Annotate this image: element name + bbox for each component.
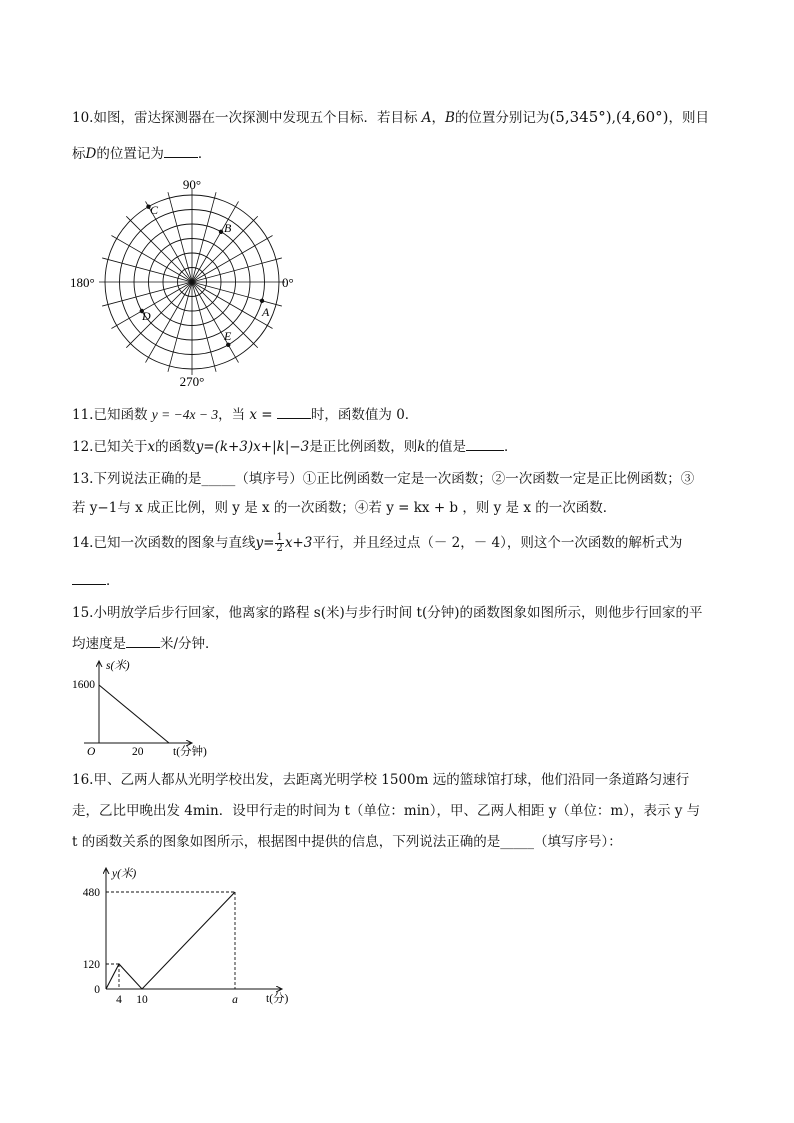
answer-blank[interactable] bbox=[277, 406, 311, 419]
radar-grid bbox=[99, 189, 285, 375]
radar-spoke bbox=[192, 192, 216, 282]
graph16-y-tick: 480 bbox=[82, 887, 100, 899]
q12-function: y=(k+3)x+|k|−3 bbox=[195, 439, 310, 455]
radar-label-90: 90° bbox=[182, 177, 202, 192]
radar-spoke bbox=[192, 258, 282, 282]
q13-line2: 若 y−1与 x 成正比例，则 y 是 x 的一次函数；④若 y = kx + b ，则 y 是 x 的一次函数． bbox=[72, 500, 617, 516]
q12-mid1: 的函数 bbox=[155, 439, 196, 455]
q11-function: y = −4x − 3 bbox=[151, 407, 219, 422]
radar-figure bbox=[60, 172, 310, 392]
radar-point-label-c: C bbox=[150, 203, 159, 217]
graph15-origin: O bbox=[87, 746, 96, 758]
graph15-y-tick: 1600 bbox=[72, 679, 95, 691]
q10-line1: 10.如图，雷达探测器在一次探测中发现五个目标．若目标 A，B的位置分别记为(5,345°),(4,60°)，则目 bbox=[72, 108, 709, 126]
graph15-series-line bbox=[99, 685, 169, 743]
q12-suffix: 的值是 bbox=[425, 439, 466, 455]
radar-label-180: 180° bbox=[70, 275, 95, 290]
graph16-x-tick: a bbox=[232, 994, 238, 1006]
q10-sep: ， bbox=[431, 110, 446, 126]
q11-prefix: 11.已知函数 bbox=[72, 407, 148, 423]
radar-spoke bbox=[168, 192, 192, 282]
radar-point-label-e: E bbox=[224, 329, 232, 343]
q12-end: ． bbox=[503, 439, 518, 455]
q14-frac-den: 2 bbox=[276, 543, 283, 554]
radar-spoke bbox=[102, 258, 192, 282]
q14-fraction bbox=[275, 533, 283, 554]
q10-line2-text: 的位置记为 bbox=[96, 146, 164, 162]
radar-point-e bbox=[226, 343, 230, 347]
graph-q16 bbox=[70, 860, 300, 1010]
q11-x-eq: x = bbox=[249, 407, 273, 423]
answer-blank[interactable] bbox=[164, 145, 198, 158]
graph15-y-axis-label: s(米) bbox=[106, 660, 130, 672]
graph16-y-tick: 120 bbox=[82, 959, 100, 971]
radar-spoke bbox=[126, 216, 192, 282]
q10-coords-b: (4,60°) bbox=[615, 108, 669, 126]
q15-prefix: 均速度是 bbox=[72, 636, 126, 652]
graph15-x-axis-label: t(分钟) bbox=[173, 746, 207, 758]
q10-text: 10.如图，雷达探测器在一次探测中发现五个目标．若目标 bbox=[72, 110, 418, 126]
q10-coords-a: (5,345°) bbox=[549, 108, 612, 126]
graph16-series-line bbox=[106, 892, 235, 989]
q14-y-eq: y= bbox=[255, 535, 275, 551]
q14-line1 bbox=[72, 533, 682, 554]
q11-mid: ，当 bbox=[218, 407, 246, 423]
radar-label-0: 0° bbox=[282, 275, 294, 290]
q12-k: k bbox=[417, 439, 426, 455]
q10-target-a: A bbox=[421, 110, 432, 126]
q15-line1: 15.小明放学后步行回家，他离家的路程 s(米)与步行时间 t(分钟)的函数图象如图所示，则他步行回家的平 bbox=[72, 605, 703, 621]
answer-blank[interactable] bbox=[126, 635, 160, 648]
radar-point-a bbox=[260, 299, 264, 303]
radar-spoke bbox=[168, 282, 192, 372]
q10-text-suffix: ，则目 bbox=[668, 110, 709, 126]
radar-label-270: 270° bbox=[179, 374, 205, 389]
radar-point-label-a: A bbox=[262, 305, 270, 319]
graph16-y-axis-label: y(米) bbox=[112, 868, 137, 880]
answer-blank[interactable] bbox=[72, 572, 106, 585]
q12-line bbox=[72, 438, 517, 456]
q14-end: ． bbox=[106, 573, 120, 589]
q12-prefix: 12.已知关于 bbox=[72, 439, 148, 455]
q14-prefix: 14.已知一次函数的图象与直线 bbox=[72, 535, 256, 551]
q14-suffix: 平行，并且经过点（－ 2，－ 4），则这个一次函数的解析式为 bbox=[312, 535, 683, 551]
radar-spoke bbox=[102, 282, 192, 306]
q14-frac-num: 1 bbox=[276, 532, 283, 543]
q16-line1: 16.甲、乙两人都从光明学校出发，去距离光明学校 1500m 远的篮球馆打球，他们沿同一条道路匀速行 bbox=[72, 772, 690, 788]
q15-line2 bbox=[72, 635, 219, 653]
q15-suffix: 米/分钟． bbox=[160, 636, 219, 652]
q10-line2-prefix: 标 bbox=[72, 146, 86, 162]
radar-point-label-d: D bbox=[142, 309, 151, 323]
graph16-x-tick: 4 bbox=[116, 994, 122, 1006]
radar-spoke bbox=[126, 282, 192, 348]
graph-q15 bbox=[70, 655, 250, 760]
answer-blank[interactable] bbox=[466, 438, 504, 451]
graph16-y-tick: 0 bbox=[94, 984, 100, 996]
graph16-x-tick: 10 bbox=[136, 994, 148, 1006]
q10-end: ． bbox=[197, 146, 212, 162]
q10-text-mid: 的位置分别记为 bbox=[454, 110, 550, 126]
q16-line2: 走，乙比甲晚出发 4min．设甲行走的时间为 t（单位：min），甲、乙两人相距 y（单位：m），表示 y 与 bbox=[72, 803, 701, 819]
q12-mid2: 是正比例函数，则 bbox=[309, 439, 418, 455]
q14-after-frac: x+3 bbox=[284, 535, 313, 551]
graph15-x-tick: 20 bbox=[132, 746, 144, 758]
graph16-x-axis-label: t(分) bbox=[266, 993, 289, 1005]
q11-suffix: 时，函数值为 0． bbox=[310, 407, 419, 423]
q10-target-d: D bbox=[85, 146, 97, 162]
q13-line1: 13.下列说法正确的是_____（填序号）①正比例函数一定是一次函数；②一次函数一定是正比例函数；③ bbox=[72, 471, 695, 487]
q16-line3: t 的函数关系的图象如图所示，根据图中提供的信息，下列说法正确的是_____（填写序号）： bbox=[72, 834, 622, 850]
radar-point-b bbox=[219, 230, 223, 234]
q14-line2 bbox=[72, 572, 120, 590]
q10-target-b: B bbox=[445, 110, 455, 126]
radar-spoke bbox=[192, 282, 216, 372]
q12-x: x bbox=[147, 439, 156, 455]
q10-line2 bbox=[72, 145, 211, 163]
q11-line bbox=[72, 406, 418, 424]
radar-point-label-b: B bbox=[224, 221, 232, 235]
radar-spoke bbox=[192, 282, 282, 306]
